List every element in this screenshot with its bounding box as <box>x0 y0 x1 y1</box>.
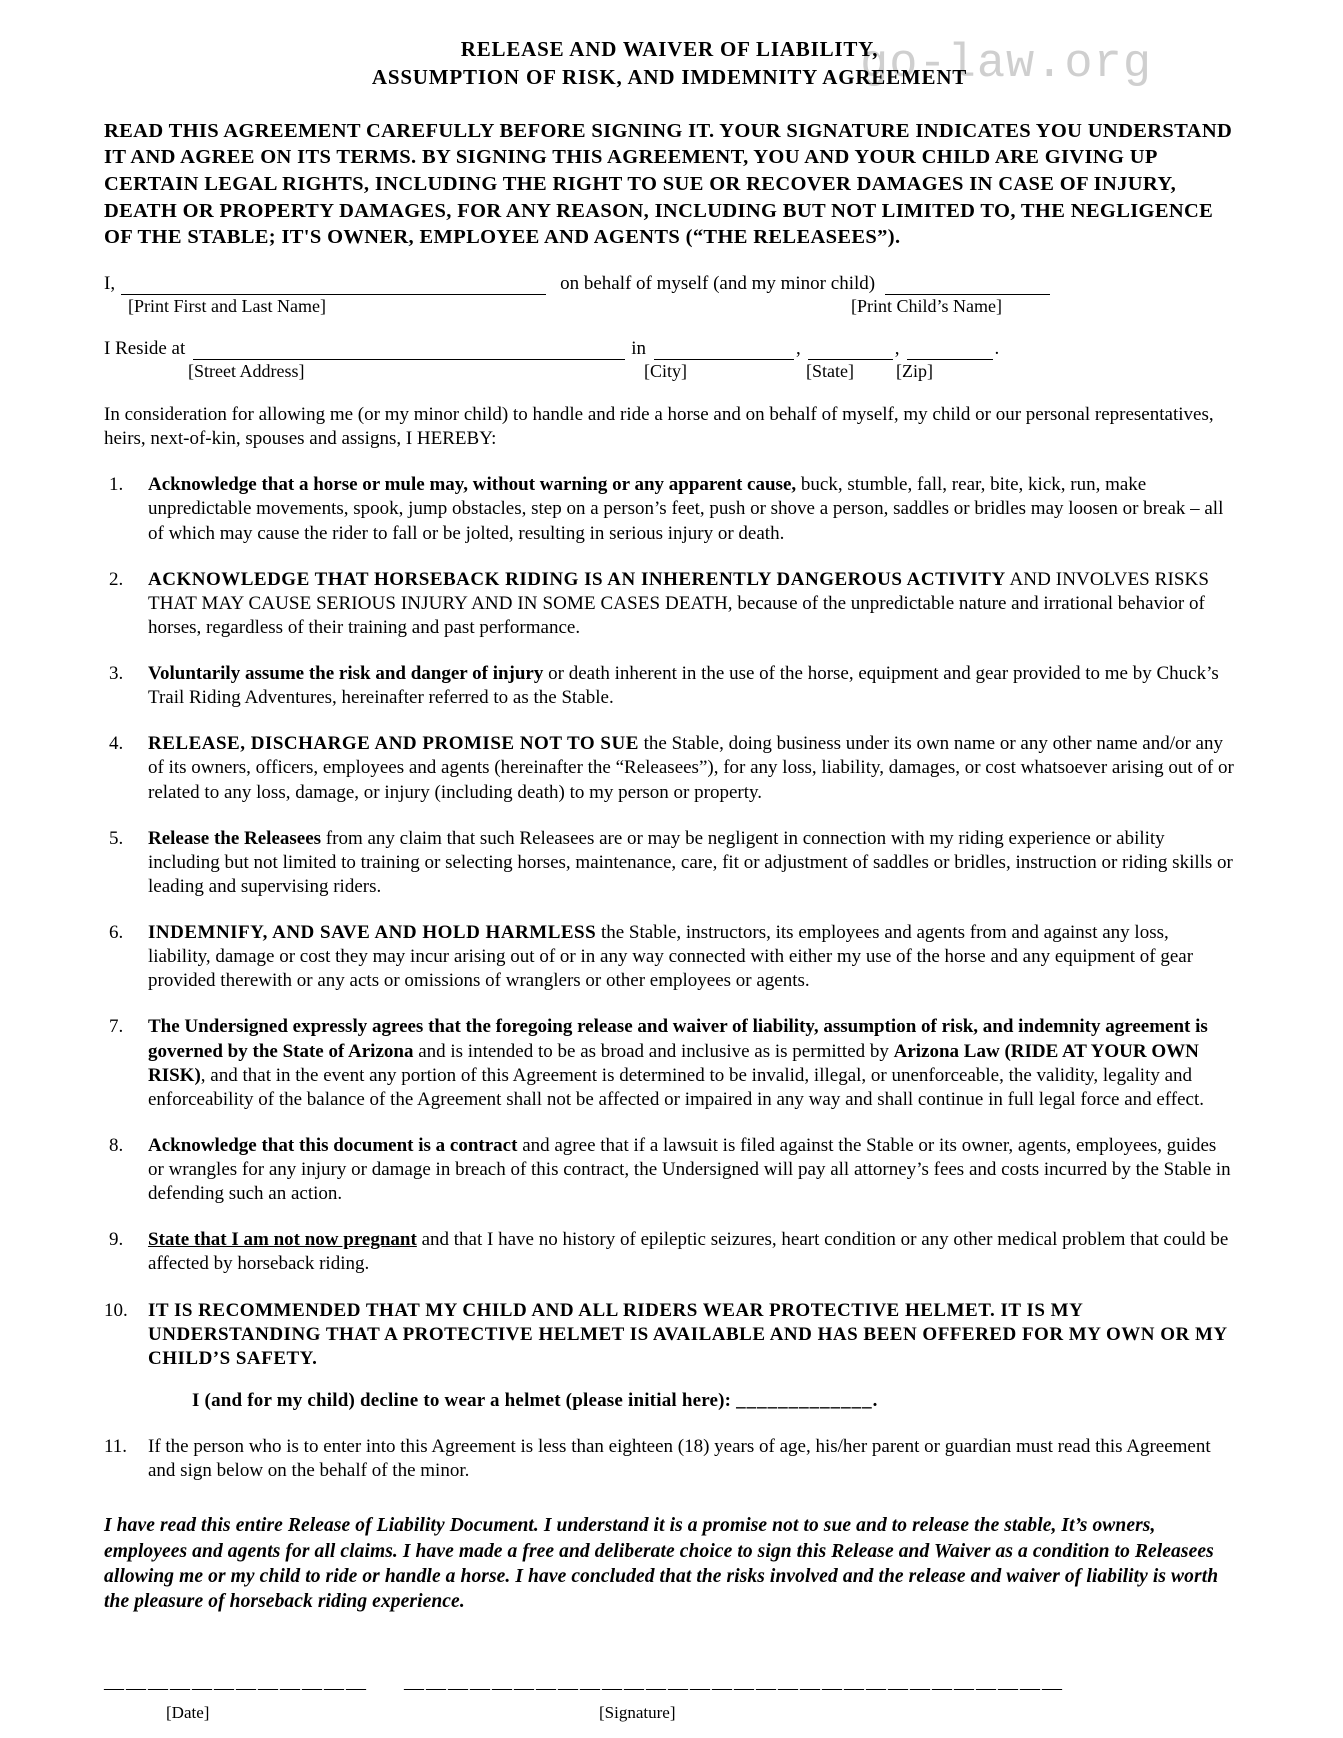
name-entry-row <box>104 273 1235 295</box>
item-2-text: because of the unpredictable nature and irrational behavior of horses, regardless of their training and past performance. <box>148 592 1205 638</box>
item-5-bold-lead: Release the Releasees <box>148 827 322 849</box>
state-input[interactable] <box>808 342 893 360</box>
helmet-decline-text: I (and for my child) decline to wear a helmet (please initial here): <box>192 1389 732 1411</box>
agreement-item-2 <box>104 568 1235 640</box>
signature-area <box>104 1677 1235 1738</box>
item-7-bold-lead: The Undersigned expressly agrees that the foregoing release and waiver of liability, assumption of risk, and indemnity agreement is governed by the State of Arizona <box>148 1016 1208 1062</box>
comma-2: , <box>894 338 900 360</box>
street-address-input[interactable] <box>193 342 625 360</box>
item-7-text: and is intended to be as broad and inclusive as is permitted by <box>413 1040 894 1062</box>
document-title <box>104 36 1235 92</box>
watermark-go-law-org: go-law.org <box>860 38 1153 91</box>
address-entry-row <box>104 338 1235 360</box>
item-9-number: 9. <box>109 1229 124 1251</box>
item-9-underlined-lead: State that I am not now pregnant <box>148 1229 417 1251</box>
item-10-text: IT IS RECOMMENDED THAT MY CHILD AND ALL RIDERS WEAR PROTECTIVE HELMET. IT IS MY UNDERSTANDING THAT A PROTECTIVE HELMET IS AVAILABLE AND HAS BEEN OFFERED FOR MY OWN OR MY CHILD’S SAFETY. <box>148 1299 1227 1369</box>
item-5-number: 5. <box>109 827 124 849</box>
item-1-bold-lead: Acknowledge that a horse or mule may, without warning or any apparent cause, <box>148 474 797 496</box>
helmet-initial-input[interactable]: _____________ <box>736 1389 873 1411</box>
print-name-caption: [Print First and Last Name] <box>128 296 326 317</box>
agreement-item-11 <box>104 1435 1235 1483</box>
helmet-decline-line <box>192 1389 1235 1413</box>
item-7-tail: , and that in the event any portion of this Agreement is determined to be invalid, illegal, or unenforceable, the validity, legality and enforceability of the balance of the Agreement shall not be affected or impaired in any way and shall continue in full legal force and effect. <box>148 1064 1205 1110</box>
agreement-item-8 <box>104 1134 1235 1206</box>
item-4-number: 4. <box>109 733 124 755</box>
agreement-item-3 <box>104 662 1235 710</box>
intro-warning-paragraph: READ THIS AGREEMENT CAREFULLY BEFORE SIGNING IT. YOUR SIGNATURE INDICATES YOU UNDERSTAND IT AND AGREE ON ITS TERMS. BY SIGNING THIS AGREEMENT, YOU AND YOUR CHILD ARE GIVING UP CERTAIN LEGAL RIGHTS, INCLUDING THE RIGHT TO SUE OR RECOVER DAMAGES IN CASE OF INJURY, DEATH OR PROPERTY DAMAGES, FOR ANY REASON, INCLUDING BUT NOT LIMITED TO, THE NEGLIGENCE OF THE STABLE; IT'S OWNER, EMPLOYEE AND AGENTS (“THE RELEASEES”). <box>104 119 1233 249</box>
title-line-2: ASSUMPTION OF RISK, AND IMDEMNITY AGREEMENT <box>371 64 968 89</box>
item-3-text: or death inherent in the use of the horse, equipment and gear provided to me by Chuck’s Trail Riding Adventures, hereinafter referred to as the Stable. <box>148 663 1219 709</box>
date-label: [Date] <box>166 1702 210 1722</box>
closing-acknowledgement-paragraph: I have read this entire Release of Liability Document. I understand it is a promise not to sue and to release the stable, It’s owners, employees and agents for all claims. I have made a free and deliberate choice to sign this Release and Waiver as a condition to Releasees allowing me or my child to ride or handle a horse. I have concluded that the risks involved and the release and waiver of liability is worth the pleasure of horseback riding experience. <box>104 1515 1219 1613</box>
item-8-number: 8. <box>109 1134 124 1156</box>
item-8-bold-lead: Acknowledge that this document is a contract <box>148 1134 518 1156</box>
item-1-number: 1. <box>109 474 124 496</box>
zip-caption: [Zip] <box>896 361 933 382</box>
reside-label: I Reside at <box>104 338 186 360</box>
child-name-input[interactable] <box>885 277 1050 295</box>
consideration-paragraph: In consideration for allowing me (or my minor child) to handle and ride a horse and on behalf of myself, my child or our personal representatives, heirs, next-of-kin, spouses and assigns, I HEREBY: <box>104 404 1214 450</box>
item-1-text: buck, stumble, fall, rear, bite, kick, run, make unpredictable movements, spook, jump obstacles, step on a person’s feet, push or shove a person, saddles or bridles may loosen or break – all of which may cause the rider to fall or be jolted, resulting in serious injury or death. <box>148 474 1224 544</box>
agreement-item-5 <box>104 827 1235 899</box>
item-11-number: 11. <box>104 1436 128 1458</box>
zip-input[interactable] <box>907 342 993 360</box>
item-11-text: If the person who is to enter into this Agreement is less than eighteen (18) years of age, his/her parent or guardian must read this Agreement and sign below on the behalf of the minor. <box>148 1436 1211 1482</box>
item-6-bold-lead: INDEMNIFY, AND SAVE AND HOLD HARMLESS <box>148 922 597 944</box>
item-6-text: the Stable, instructors, its employees and agents from and against any loss, liability, damage or cost they may incur arising out of or in any way connected with either my use of the horse and any equipment of gear provided therewith or any acts or omissions of wranglers or other employees or agents. <box>148 922 1194 992</box>
street-address-caption: [Street Address] <box>188 361 305 382</box>
agreement-item-6 <box>104 921 1235 993</box>
agreement-item-1 <box>104 473 1235 545</box>
helmet-decline-period: . <box>872 1389 878 1411</box>
identity-field-block <box>104 273 1235 383</box>
item-8-text: and agree that if a lawsuit is filed against the Stable or its owner, agents, employees, guides or wrangles for any injury or damage in breach of this contract, the Undersigned will pay all attorney’s fees and costs incurred by the Stable in defending such an action. <box>148 1134 1231 1205</box>
in-label: in <box>631 338 647 360</box>
agreement-item-4 <box>104 732 1235 804</box>
signature-label: [Signature] <box>599 1702 676 1722</box>
item-6-number: 6. <box>109 922 124 944</box>
date-line[interactable]: ———————————— <box>104 1676 368 1699</box>
state-caption: [State] <box>806 361 854 382</box>
child-name-caption: [Print Child’s Name] <box>851 296 1002 317</box>
agreement-item-9 <box>104 1228 1235 1276</box>
name-caption-row <box>104 296 1235 318</box>
city-input[interactable] <box>654 342 794 360</box>
comma-1: , <box>796 338 801 360</box>
address-caption-row <box>104 361 1235 383</box>
title-line-1: RELEASE AND WAIVER OF LIABILITY, <box>460 37 879 61</box>
item-7-bold-mid: Arizona Law (RIDE AT YOUR OWN RISK) <box>148 1040 1199 1086</box>
item-7-number: 7. <box>109 1016 124 1038</box>
city-caption: [City] <box>644 361 687 382</box>
item-3-number: 3. <box>109 663 124 685</box>
item-9-text: and that I have no history of epileptic seizures, heart condition or any other medical problem that could be affected by horseback riding. <box>148 1229 1229 1275</box>
on-behalf-label: on behalf of myself (and my minor child) <box>560 273 876 295</box>
signature-line[interactable]: —————————————————————————————— <box>404 1676 1064 1699</box>
item-4-text: the Stable, doing business under its own name or any other name and/or any of its owners, officers, employees and agents (hereinafter the “Releasees”), for any loss, liability, damages, or cost whatsoever arising out of or related to any loss, damage, or injury (including death) to my person or property. <box>148 733 1234 803</box>
i-label: I, <box>104 273 116 295</box>
item-3-bold-lead: Voluntarily assume the risk and danger of injury <box>148 663 544 685</box>
period-1: . <box>994 338 1000 360</box>
print-name-input[interactable] <box>121 277 546 295</box>
item-2-caps-mid: AND INVOLVES RISKS THAT MAY CAUSE SERIOUS INJURY AND IN SOME CASES DEATH, <box>148 568 1210 614</box>
agreement-items-list <box>104 473 1235 1483</box>
agreement-item-10 <box>104 1299 1235 1414</box>
agreement-item-7 <box>104 1015 1235 1112</box>
item-2-number: 2. <box>109 568 124 590</box>
item-10-number: 10. <box>104 1299 128 1321</box>
item-5-text: from any claim that such Releasees are or may be negligent in connection with my riding experience or ability including but not limited to training or selecting horses, maintenance, care, fit or adjustment of saddles or bridles, instruction or riding skills or leading and supervising riders. <box>148 827 1233 897</box>
item-2-bold-lead: ACKNOWLEDGE THAT HORSEBACK RIDING IS AN INHERENTLY DANGEROUS ACTIVITY <box>148 568 1006 590</box>
item-4-bold-lead: RELEASE, DISCHARGE AND PROMISE NOT TO SUE <box>148 733 639 755</box>
